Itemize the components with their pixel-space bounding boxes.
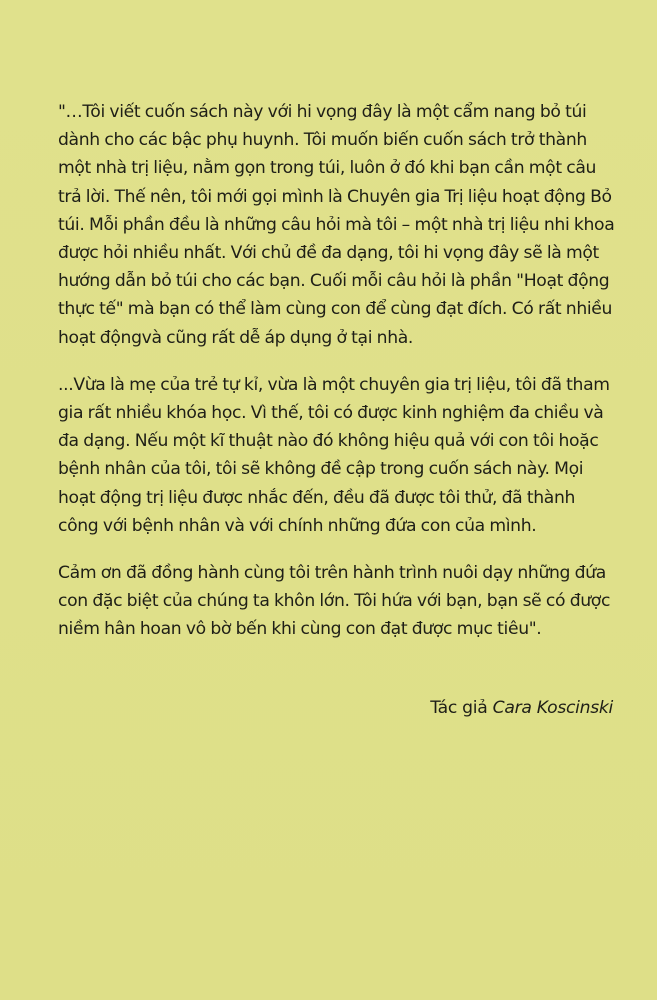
quote-paragraph-3: Cảm ơn đã đồng hành cùng tôi trên hành trình nuôi dạy những đứa con đặc biệt của chúng ta khôn lớn. Tôi hứa với bạn, bạn sẽ có được niềm hân hoan vô bờ bến khi cùng con đạt được mục tiêu". <box>58 563 611 640</box>
author-name: Cara Koscinski <box>492 698 613 718</box>
author-attribution <box>430 694 613 722</box>
quote-paragraph-2: ...Vừa là mẹ của trẻ tự kỉ, vừa là một chuyên gia trị liệu, tôi đã tham gia rất nhiều khóa học. Vì thế, tôi có được kinh nghiệm đa chiều và đa dạng. Nếu một kĩ thuật nào đó không hiệu quả với con tôi hoặc bệnh nhân của tôi, tôi sẽ không đề cập trong cuốn sách này. Mọi hoạt động trị liệu được nhắc đến, đều đã được tôi thử, đã thành công với bệnh nhân và với chính những đứa con của mình. <box>58 374 610 536</box>
quote-block <box>58 98 618 644</box>
author-prefix: Tác giả <box>430 698 488 718</box>
quote-paragraph-1: "…Tôi viết cuốn sách này với hi vọng đây là một cẩm nang bỏ túi dành cho các bậc phụ huynh. Tôi muốn biến cuốn sách trở thành một nhà trị liệu, nằm gọn trong túi, luôn ở đó khi bạn cần một câu trả lời. Thế nên, tôi mới gọi mình là Chuyên gia Trị liệu hoạt động Bỏ túi. Mỗi phần đều là những câu hỏi mà tôi – một nhà trị liệu nhi khoa được hỏi nhiều nhất. Với chủ đề đa dạng, tôi hi vọng đây sẽ là một hướng dẫn bỏ túi cho các bạn. Cuối mỗi câu hỏi là phần "Hoạt động thực tế" mà bạn có thể làm cùng con để cùng đạt đích. Có rất nhiều hoạt độngvà cũng rất dễ áp dụng ở tại nhà. <box>58 102 615 348</box>
